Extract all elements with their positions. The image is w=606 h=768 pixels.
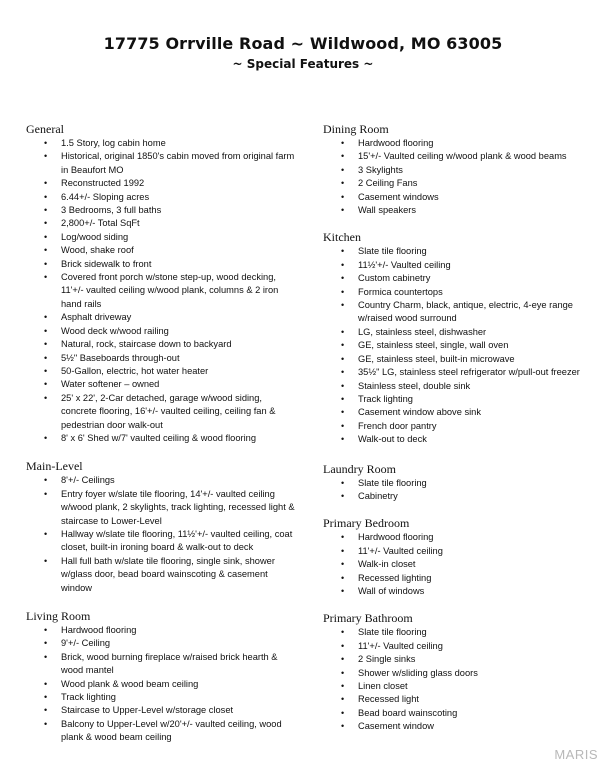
list-item: • Custom cabinetry (341, 272, 583, 285)
list-item: • Asphalt driveway (44, 311, 296, 324)
list-item: • Slate tile flooring (341, 626, 583, 639)
list-item: • French door pantry (341, 420, 583, 433)
left-column (26, 122, 296, 745)
feature-list (323, 477, 583, 504)
feature-list (323, 531, 583, 598)
list-item: • 8' x 6' Shed w/7' vaulted ceiling & wood flooring (44, 432, 296, 445)
list-item: • Hardwood flooring (44, 624, 296, 637)
page-subtitle: ~ Special Features ~ (232, 57, 374, 71)
list-item: • Reconstructed 1992 (44, 177, 296, 190)
list-item: • Historical, original 1850's cabin moved from original farm in Beaufort MO (44, 150, 296, 177)
list-item: • Casement windows (341, 191, 583, 204)
list-item: • 1.5 Story, log cabin home (44, 137, 296, 150)
list-item: • 11½'+/- Vaulted ceiling (341, 259, 583, 272)
list-item: • 5½" Baseboards through-out (44, 352, 296, 365)
list-item: • Wall speakers (341, 204, 583, 217)
list-item: • 50-Gallon, electric, hot water heater (44, 365, 296, 378)
list-item: • LG, stainless steel, dishwasher (341, 326, 583, 339)
list-item: • Track lighting (341, 393, 583, 406)
list-item: • Casement window above sink (341, 406, 583, 419)
list-item: • 9'+/- Ceiling (44, 637, 296, 650)
right-column (323, 122, 583, 734)
section-primary-bathroom (323, 611, 583, 733)
list-item: • Entry foyer w/slate tile flooring, 14'+/- vaulted ceiling w/wood plank, 2 skylights, track lighting, recessed light & staircase to Lower-Level (44, 488, 296, 528)
section-heading: Dining Room (323, 122, 389, 136)
section-heading: Kitchen (323, 230, 361, 245)
section-main-level (26, 459, 296, 595)
section-laundry-room (323, 462, 583, 504)
feature-list (323, 137, 583, 217)
list-item: • GE, stainless steel, built-in microwave (341, 353, 583, 366)
list-item: • 3 Skylights (341, 164, 583, 177)
list-item: • Hall full bath w/slate tile flooring, single sink, shower w/glass door, bead board wainscoting & casement window (44, 555, 296, 595)
list-item: • Balcony to Upper-Level w/20'+/- vaulted ceiling, wood plank & wood beam ceiling (44, 718, 296, 745)
list-item: • Slate tile flooring (341, 245, 583, 258)
list-item: • 2 Ceiling Fans (341, 177, 583, 190)
section-primary-bedroom (323, 516, 583, 598)
maris-watermark: MARIS (554, 747, 598, 762)
section-dining-room (323, 122, 583, 217)
list-item: • Log/wood siding (44, 231, 296, 244)
list-item: • Staircase to Upper-Level w/storage closet (44, 704, 296, 717)
section-heading: Laundry Room (323, 461, 396, 476)
feature-list (26, 137, 296, 445)
list-item: • Stainless steel, double sink (341, 380, 583, 393)
section-living-room (26, 609, 296, 745)
feature-list (323, 626, 583, 733)
list-item: • 2,800+/- Total SqFt (44, 217, 296, 230)
list-item: • GE, stainless steel, single, wall oven (341, 339, 583, 352)
section-kitchen (323, 230, 583, 446)
list-item: • Water softener – owned (44, 378, 296, 391)
section-heading: Main-Level (26, 459, 83, 474)
list-item: • 6.44+/- Sloping acres (44, 191, 296, 204)
section-heading: General (26, 122, 64, 136)
list-item: • Slate tile flooring (341, 477, 583, 490)
list-item: • Shower w/sliding glass doors (341, 667, 583, 680)
list-item: • Walk-in closet (341, 558, 583, 571)
list-item: • Linen closet (341, 680, 583, 693)
list-item: • Wood deck w/wood railing (44, 325, 296, 338)
list-item: • Natural, rock, staircase down to backyard (44, 338, 296, 351)
list-item: • 25' x 22', 2-Car detached, garage w/wood siding, concrete flooring, 16'+/- vaulted ceiling, ceiling fan & pedestrian door walk-out (44, 392, 296, 432)
list-item: • Bead board wainscoting (341, 707, 583, 720)
list-item: • Brick sidewalk to front (44, 258, 296, 271)
page-title: 17775 Orrville Road ~ Wildwood, MO 63005 (103, 34, 503, 53)
list-item: • 2 Single sinks (341, 653, 583, 666)
section-general (26, 122, 296, 445)
list-item: • Track lighting (44, 691, 296, 704)
section-heading: Primary Bedroom (323, 516, 410, 531)
list-item: • Formica countertops (341, 286, 583, 299)
list-item: • Recessed light (341, 693, 583, 706)
list-item: • Covered front porch w/stone step-up, wood decking, 11'+/- vaulted ceiling w/wood plank, columns & 2 iron hand rails (44, 271, 296, 311)
list-item: • 35½" LG, stainless steel refrigerator w/pull-out freezer (341, 366, 583, 379)
list-item: • 11'+/- Vaulted ceiling (341, 640, 583, 653)
list-item: • Walk-out to deck (341, 433, 583, 446)
section-heading: Primary Bathroom (323, 611, 413, 626)
list-item: • Cabinetry (341, 490, 583, 503)
list-item: • Hardwood flooring (341, 137, 583, 150)
list-item: • 3 Bedrooms, 3 full baths (44, 204, 296, 217)
list-item: • Wood, shake roof (44, 244, 296, 257)
feature-list (26, 474, 296, 595)
list-item: • Wood plank & wood beam ceiling (44, 678, 296, 691)
feature-list (26, 624, 296, 745)
list-item: • 15'+/- Vaulted ceiling w/wood plank & wood beams (341, 150, 583, 163)
list-item: • Recessed lighting (341, 572, 583, 585)
feature-list (323, 245, 583, 446)
list-item: • 8'+/- Ceilings (44, 474, 296, 487)
section-heading: Living Room (26, 609, 91, 623)
list-item: • Country Charm, black, antique, electric, 4-eye range w/raised wood surround (341, 299, 583, 326)
list-item: • Wall of windows (341, 585, 583, 598)
list-item: • Brick, wood burning fireplace w/raised brick hearth & wood mantel (44, 651, 296, 678)
list-item: • Casement window (341, 720, 583, 733)
list-item: • Hardwood flooring (341, 531, 583, 544)
list-item: • Hallway w/slate tile flooring, 11½'+/- vaulted ceiling, coat closet, built-in ironing board & walk-out to deck (44, 528, 296, 555)
list-item: • 11'+/- Vaulted ceiling (341, 545, 583, 558)
